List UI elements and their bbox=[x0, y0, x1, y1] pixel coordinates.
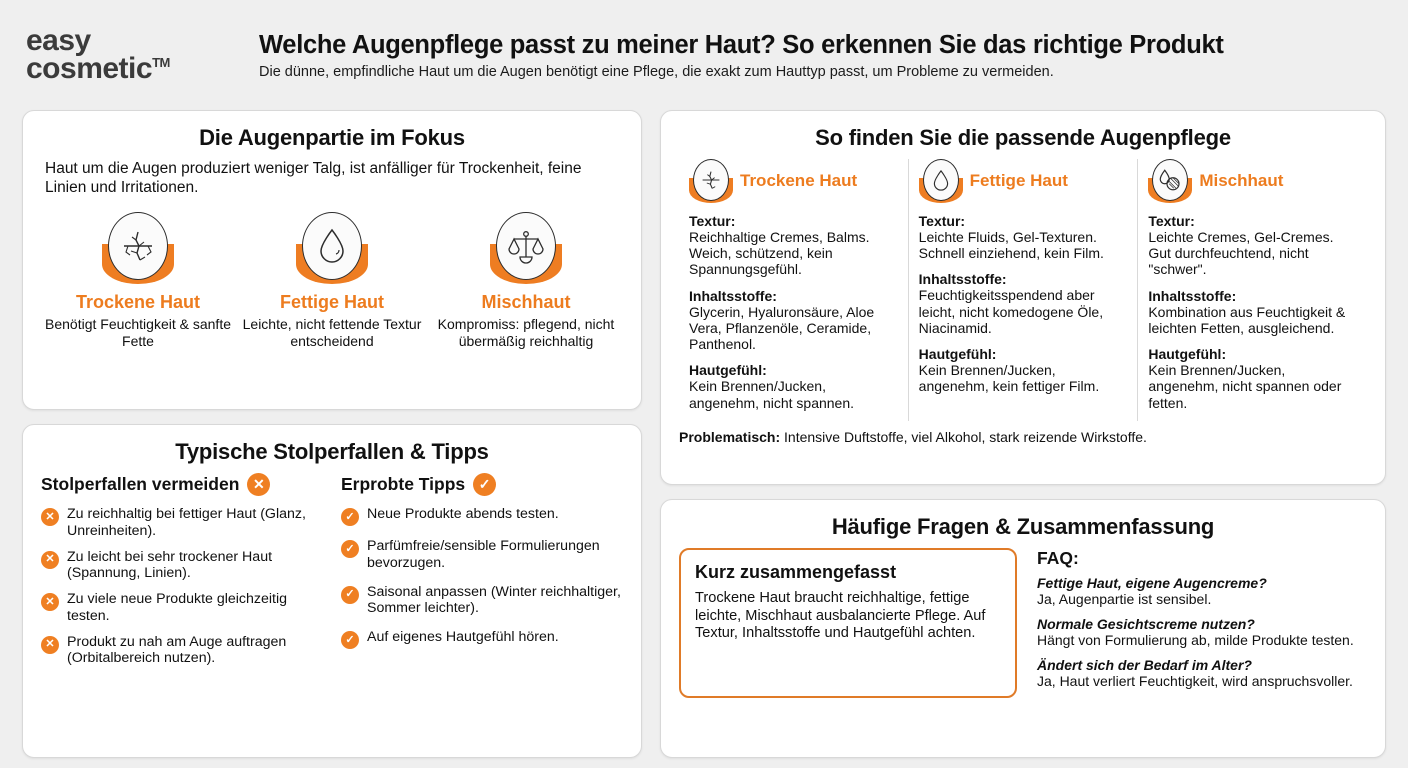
finder-card-title: So finden Sie die passende Augenpflege bbox=[815, 125, 1231, 150]
texture-label: Textur: bbox=[1148, 213, 1195, 229]
ingredients-label: Inhaltsstoffe: bbox=[918, 271, 1007, 288]
skin-type-oily bbox=[235, 212, 429, 350]
list-item bbox=[341, 506, 623, 526]
focus-card-lead: Haut um die Augen produziert weniger Talg, ist anfälliger für Trockenheit, feine Linien und Irritationen. bbox=[45, 160, 582, 197]
skin-type-row bbox=[41, 212, 623, 350]
faq-item bbox=[1037, 616, 1367, 648]
card-faq-summary bbox=[660, 499, 1386, 758]
feel-label: Hautgefühl: bbox=[918, 346, 997, 363]
cracked-earth-icon bbox=[689, 159, 733, 203]
faq-item bbox=[1037, 657, 1367, 689]
texture-text: Reichhaltige Cremes, Balms. Weich, schützend, kein Spannungsgefühl. bbox=[689, 229, 870, 278]
texture-block bbox=[919, 213, 1128, 261]
faq-card-title: Häufige Fragen & Zusammenfassung bbox=[831, 514, 1215, 539]
skin-type-desc: Benötigt Feuchtigkeit & sanfte Fette bbox=[45, 315, 231, 349]
right-column bbox=[660, 110, 1386, 758]
ingredients-text: Feuchtigkeitsspendend aber leicht, nicht komedogene Öle, Niacinamid. bbox=[918, 287, 1104, 336]
list-item bbox=[41, 634, 323, 668]
faq-question: Ändert sich der Bedarf im Alter? bbox=[1037, 657, 1252, 673]
left-column bbox=[22, 110, 642, 758]
trademark-mark: TM bbox=[152, 55, 170, 70]
summary-title: Kurz zusammengefasst bbox=[695, 562, 897, 582]
list-item bbox=[341, 629, 623, 649]
list-item-text: Neue Produkte abends testen. bbox=[367, 506, 559, 522]
feel-text: Kein Brennen/Jucken, angenehm, nicht spannen oder fetten. bbox=[1148, 362, 1342, 411]
texture-block bbox=[689, 213, 898, 278]
brand-logo-line1: easy bbox=[26, 24, 91, 58]
finder-column-combination bbox=[1137, 159, 1367, 421]
texture-label: Textur: bbox=[918, 213, 966, 229]
list-item bbox=[341, 584, 623, 618]
texture-label: Textur: bbox=[689, 213, 736, 229]
faq-answer: Hängt von Formulierung ab, milde Produkte testen. bbox=[1037, 632, 1354, 648]
tips-heading-text: Erprobte Tipps bbox=[341, 474, 466, 494]
texture-block bbox=[1148, 213, 1357, 278]
pitfalls-columns bbox=[41, 473, 623, 676]
icon-circle bbox=[108, 212, 168, 280]
finder-column-name: Fettige Haut bbox=[969, 171, 1068, 190]
pitfalls-avoid-heading bbox=[41, 473, 323, 496]
feel-text: Kein Brennen/Jucken, angenehm, kein fettiger Film. bbox=[918, 362, 1100, 395]
skin-type-name: Fettige Haut bbox=[279, 291, 384, 312]
check-icon: ✓ bbox=[473, 473, 496, 496]
finder-column-name: Mischhaut bbox=[1199, 171, 1284, 190]
page-subtitle: Die dünne, empfindliche Haut um die Augen benötigt eine Pflege, die exakt zum Hauttyp passt, um Probleme zu vermeiden. bbox=[259, 63, 1054, 80]
pitfalls-avoid-column bbox=[41, 473, 323, 676]
feel-text: Kein Brennen/Jucken, angenehm, nicht spannen. bbox=[689, 378, 855, 411]
cross-icon: ✕ bbox=[41, 551, 59, 569]
skin-type-name: Mischhaut bbox=[481, 291, 571, 312]
ingredients-block bbox=[689, 288, 898, 353]
feel-block bbox=[1148, 346, 1357, 411]
card-pitfalls-tips bbox=[22, 424, 642, 758]
finder-column-dry bbox=[679, 159, 908, 421]
water-drop-icon bbox=[919, 159, 963, 203]
summary-box bbox=[679, 548, 1017, 698]
feel-block bbox=[689, 362, 898, 410]
list-item-text: Saisonal anpassen (Winter reichhaltiger, Sommer leichter). bbox=[367, 583, 621, 617]
skin-type-combination bbox=[429, 212, 623, 350]
faq-columns bbox=[679, 548, 1367, 698]
cracked-earth-icon bbox=[102, 212, 174, 284]
brand-logo-line2: cosmetic™ bbox=[26, 52, 170, 85]
ingredients-text: Glycerin, Hyaluronsäure, Aloe Vera, Pflanzenöle, Ceramide, Panthenol. bbox=[689, 303, 875, 353]
balance-scale-icon bbox=[490, 212, 562, 284]
pitfalls-avoid-heading-text: Stolperfallen vermeiden bbox=[41, 474, 240, 494]
faq-answer: Ja, Haut verliert Feuchtigkeit, wird anspruchsvoller. bbox=[1037, 673, 1353, 689]
icon-circle bbox=[693, 159, 729, 201]
drop-and-hatch-icon bbox=[1148, 159, 1192, 203]
tips-heading bbox=[341, 473, 623, 496]
faq-list bbox=[1037, 548, 1367, 698]
icon-circle bbox=[923, 159, 959, 201]
summary-text: Trockene Haut braucht reichhaltige, fettige leichte, Mischhaut ausbalancierte Pflege. Auf Textur, Inhaltsstoffe und Hautgefühl achten. bbox=[695, 590, 986, 641]
list-item-text: Parfümfreie/sensible Formulierungen bevorzugen. bbox=[367, 538, 600, 571]
finder-column-header bbox=[919, 159, 1128, 203]
cross-icon: ✕ bbox=[41, 636, 59, 654]
focus-card-title: Die Augenpartie im Fokus bbox=[199, 125, 465, 150]
problematic-label: Problematisch: bbox=[679, 428, 781, 445]
feel-label: Hautgefühl: bbox=[1148, 346, 1227, 363]
page-title: Welche Augenpflege passt zu meiner Haut? So erkennen Sie das richtige Produkt bbox=[259, 30, 1224, 59]
faq-heading: FAQ: bbox=[1037, 548, 1079, 568]
problematic-text: Intensive Duftstoffe, viel Alkohol, stark reizende Wirkstoffe. bbox=[784, 428, 1147, 445]
ingredients-block bbox=[919, 271, 1128, 336]
content-grid bbox=[0, 110, 1408, 758]
check-icon: ✓ bbox=[341, 540, 359, 558]
skin-type-dry bbox=[41, 212, 235, 350]
feel-block bbox=[919, 346, 1128, 394]
check-icon: ✓ bbox=[341, 508, 359, 526]
list-item-text: Zu viele neue Produkte gleichzeitig testen. bbox=[67, 591, 288, 624]
cross-icon: ✕ bbox=[41, 508, 59, 526]
list-item bbox=[41, 591, 323, 625]
cross-icon: ✕ bbox=[41, 593, 59, 611]
icon-circle bbox=[302, 212, 362, 280]
water-drop-icon bbox=[296, 212, 368, 284]
faq-question: Fettige Haut, eigene Augencreme? bbox=[1037, 575, 1267, 591]
faq-answer: Ja, Augenpartie ist sensibel. bbox=[1037, 591, 1212, 607]
card-eye-area-focus bbox=[22, 110, 642, 410]
feel-label: Hautgefühl: bbox=[689, 362, 767, 379]
icon-circle bbox=[496, 212, 556, 280]
list-item-text: Zu reichhaltig bei fettiger Haut (Glanz, Unreinheiten). bbox=[67, 506, 306, 539]
ingredients-label: Inhaltsstoffe: bbox=[689, 287, 777, 304]
texture-text: Leichte Cremes, Gel-Cremes. Gut durchfeuchtend, nicht "schwer". bbox=[1148, 229, 1334, 278]
faq-item bbox=[1037, 575, 1367, 607]
pitfalls-tips-column bbox=[341, 473, 623, 676]
cross-icon: ✕ bbox=[247, 473, 270, 496]
brand-logo bbox=[26, 24, 241, 85]
finder-column-name: Trockene Haut bbox=[740, 171, 858, 190]
texture-text: Leichte Fluids, Gel-Texturen. Schnell einziehend, kein Film. bbox=[918, 229, 1104, 262]
pitfalls-card-title: Typische Stolperfallen & Tipps bbox=[175, 439, 489, 464]
list-item-text: Auf eigenes Hautgefühl hören. bbox=[367, 629, 559, 645]
card-find-right-care bbox=[660, 110, 1386, 485]
finder-columns bbox=[679, 159, 1367, 421]
skin-type-name: Trockene Haut bbox=[75, 291, 201, 312]
list-item bbox=[41, 549, 323, 583]
list-item-text: Produkt zu nah am Auge auftragen (Orbitalbereich nutzen). bbox=[67, 633, 287, 667]
list-item bbox=[41, 506, 323, 540]
finder-column-header bbox=[689, 159, 898, 203]
ingredients-text: Kombination aus Feuchtigkeit & leichten Fetten, ausgleichend. bbox=[1148, 303, 1346, 336]
finder-column-oily bbox=[908, 159, 1138, 421]
check-icon: ✓ bbox=[341, 631, 359, 649]
faq-question: Normale Gesichtscreme nutzen? bbox=[1037, 616, 1255, 632]
skin-type-desc: Leichte, nicht fettende Textur entscheidend bbox=[242, 315, 422, 349]
header-text-block bbox=[241, 31, 1384, 80]
skin-type-desc: Kompromiss: pflegend, nicht übermäßig reichhaltig bbox=[437, 315, 615, 349]
problematic-row bbox=[679, 427, 1367, 445]
page-header bbox=[0, 0, 1408, 110]
ingredients-block bbox=[1148, 288, 1357, 336]
list-item-text: Zu leicht bei sehr trockener Haut (Spannung, Linien). bbox=[67, 548, 273, 582]
ingredients-label: Inhaltsstoffe: bbox=[1148, 287, 1237, 304]
list-item bbox=[341, 538, 623, 572]
finder-column-header bbox=[1148, 159, 1357, 203]
check-icon: ✓ bbox=[341, 586, 359, 604]
